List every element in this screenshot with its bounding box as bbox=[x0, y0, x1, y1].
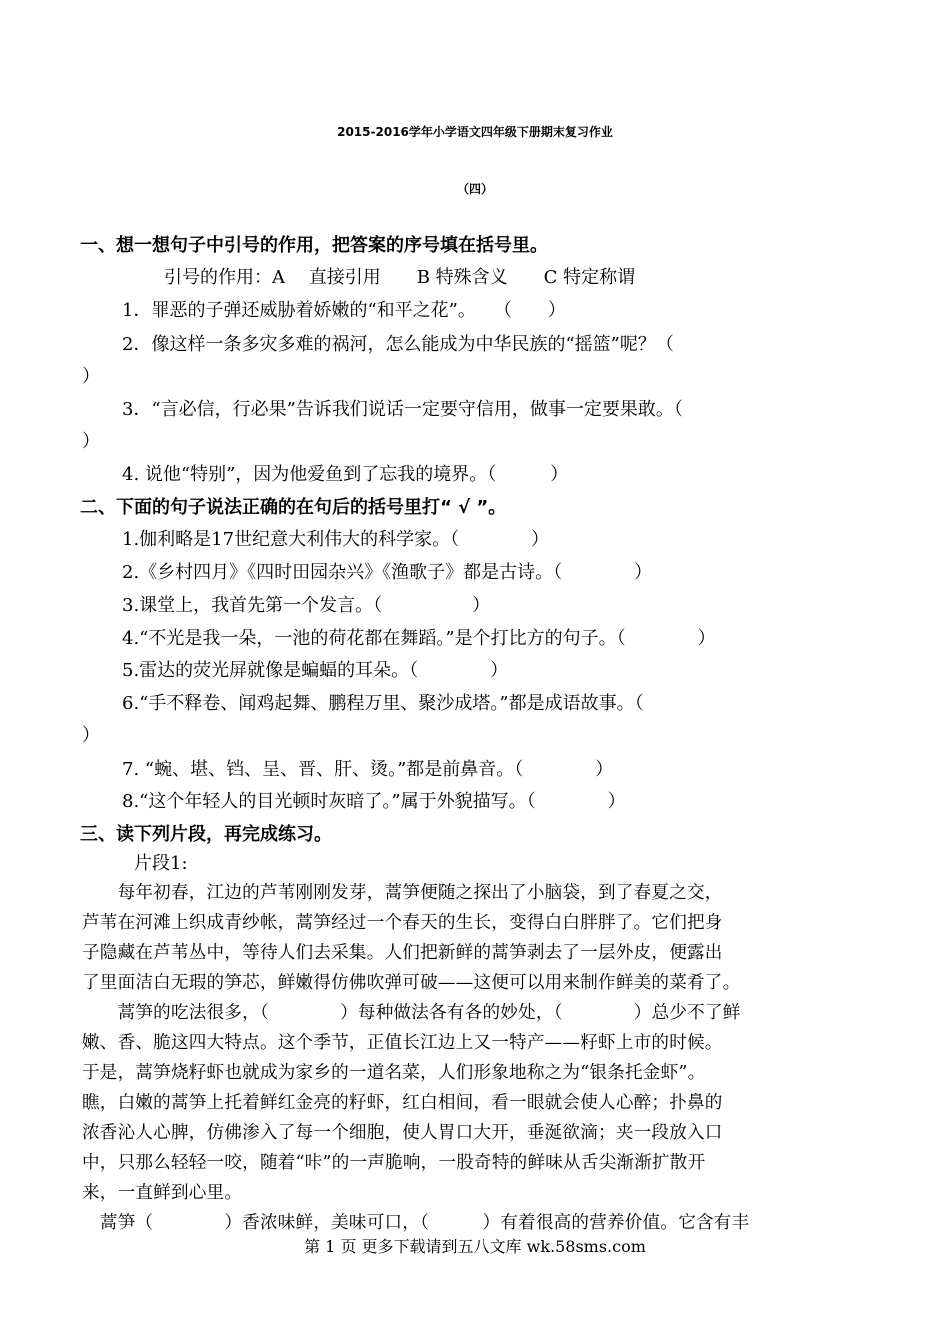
section1-q2: 2．像这样一条多灾多难的祸河，怎么能成为中华民族的“摇篮”呢？（ bbox=[122, 334, 674, 355]
page-subtitle: （四） bbox=[456, 182, 493, 196]
fragment-label: 片段1: bbox=[134, 853, 188, 874]
paragraph-line: 蒿笋（ ）香浓味鲜，美味可口，（ ）有着很高的营养价值。它含有丰 bbox=[82, 1213, 750, 1233]
section2-item: 4.“不光是我一朵，一池的荷花都在舞蹈。”是个打比方的句子。（ ） bbox=[122, 628, 716, 649]
section1-heading: 一、想一想句子中引号的作用，把答案的序号填在括号里。 bbox=[80, 235, 548, 256]
section3-heading: 三、读下列片段，再完成练习。 bbox=[80, 824, 332, 845]
page-title: 2015-2016学年小学语文四年级下册期末复习作业 bbox=[337, 125, 613, 139]
section1-q1: 1．罪恶的子弹还威胁着娇嫩的“和平之花”。 （ ） bbox=[122, 300, 566, 321]
section2-item: 7. “蜿、堪、铛、呈、晋、肝、烫。”都是前鼻音。（ ） bbox=[122, 759, 614, 780]
section2-item: 6.“手不释卷、闻鸡起舞、鹏程万里、聚沙成塔。”都是成语故事。（ bbox=[122, 693, 644, 714]
paragraph-line: 中，只那么轻轻一咬，随着“咔”的一声脆响，一股奇特的鲜味从舌尖渐渐扩散开 bbox=[82, 1153, 706, 1173]
paragraph-line: 于是，蒿笋烧籽虾也就成为家乡的一道名菜，人们形象地称之为“银条托金虾”。 bbox=[82, 1063, 706, 1083]
paragraph-line: 来，一直鲜到心里。 bbox=[82, 1183, 243, 1203]
section2-item: 3.课堂上，我首先第一个发言。（ ） bbox=[122, 595, 491, 616]
section1-q2-cont: ） bbox=[82, 366, 100, 387]
section2-item: 1.伽利略是17世纪意大利伟大的科学家。（ ） bbox=[122, 529, 550, 550]
section2-heading: 二、下面的句子说法正确的在句后的括号里打“ √ ”。 bbox=[80, 497, 507, 518]
page-footer: 第 1 页 更多下载请到五八文库 wk.58sms.com bbox=[304, 1237, 646, 1256]
section2-item: 8.“这个年轻人的目光顿时灰暗了。”属于外貌描写。（ ） bbox=[122, 791, 626, 812]
paragraph-line: 每年初春，江边的芦苇刚刚发芽，蒿笋便随之探出了小脑袋，到了春夏之交， bbox=[82, 883, 723, 903]
paragraph-line: 嫩、香、脆这四大特点。这个季节，正值长江边上又一特产——籽虾上市的时候。 bbox=[82, 1033, 723, 1053]
paragraph-line: 瞧，白嫩的蒿笋上托着鲜红金亮的籽虾，红白相间，看一眼就会使人心醉；扑鼻的 bbox=[82, 1093, 723, 1113]
section1-q3: 3．“言必信，行必果”告诉我们说话一定要守信用，做事一定要果敢。（ bbox=[122, 399, 683, 420]
section1-q4: 4. 说他“特别”，因为他爱鱼到了忘我的境界。（ ） bbox=[122, 464, 569, 485]
section2-item-cont: ） bbox=[82, 725, 100, 746]
paragraph-line: 蒿笋的吃法很多，（ ）每种做法各有各的妙处，（ ）总少不了鲜 bbox=[82, 1003, 741, 1023]
section2-item: 2.《乡村四月》《四时田园杂兴》《渔歌子》都是古诗。（ ） bbox=[122, 562, 653, 583]
section2-item: 5.雷达的荧光屏就像是蝙蝠的耳朵。（ ） bbox=[122, 660, 509, 681]
section1-options: 引号的作用：A 直接引用 B 特殊含义 C 特定称谓 bbox=[164, 267, 636, 288]
paragraph-line: 子隐藏在芦苇丛中，等待人们去采集。人们把新鲜的蒿笋剥去了一层外皮，便露出 bbox=[82, 943, 723, 963]
paragraph-line: 了里面洁白无瑕的笋芯，鲜嫩得仿佛吹弹可破——这便可以用来制作鲜美的菜肴了。 bbox=[82, 973, 741, 993]
paragraph-line: 浓香沁人心脾，仿佛渗入了每一个细胞，使人胃口大开，垂涎欲滴；夹一段放入口 bbox=[82, 1123, 723, 1143]
section1-q3-cont: ） bbox=[82, 431, 100, 452]
paragraph-line: 芦苇在河滩上织成青纱帐，蒿笋经过一个春天的生长，变得白白胖胖了。它们把身 bbox=[82, 913, 723, 933]
